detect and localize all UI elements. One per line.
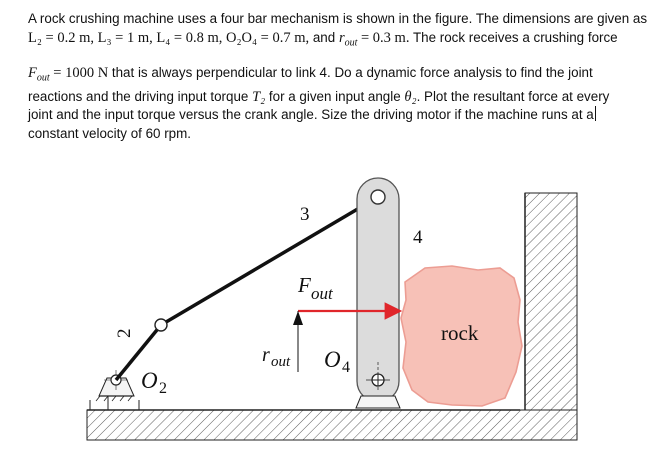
eq-L4: L₄ = 0.8 m, — [156, 29, 226, 46]
eq-Fout: F — [28, 64, 37, 81]
rout-dimension — [293, 311, 303, 372]
label-Fout-letter: F — [298, 273, 311, 297]
and-text: and — [309, 29, 339, 45]
label-rout — [262, 344, 291, 370]
problem-line-2-tail: The rock receives a crushing force — [409, 29, 618, 45]
label-O4-letter: O — [324, 347, 341, 372]
problem-line-4-tail: . Plot the resultant force at every — [416, 88, 610, 104]
problem-line-5-text: joint and the input torque versus the crank angle. Size the driving motor if the machine runs at a — [28, 107, 594, 123]
eq-rout-sub: out — [344, 37, 358, 49]
ground-base — [87, 410, 577, 440]
label-O2-sub: 2 — [159, 380, 167, 397]
eq-rout-value: = 0.3 m. — [357, 29, 410, 46]
label-link-3: 3 — [300, 204, 310, 225]
problem-line-6: constant velocity of 60 rpm. — [28, 125, 191, 141]
label-rout-sub: out — [271, 354, 291, 370]
label-Fout — [297, 273, 334, 303]
o2-pivot-support — [96, 370, 134, 401]
eq-theta2: θ₂ — [404, 88, 417, 105]
label-O2-letter: O — [141, 368, 158, 393]
label-O2 — [141, 368, 167, 397]
eq-T2: T₂ — [252, 88, 266, 105]
eq-Fout-value: = 1000 N — [49, 64, 109, 81]
problem-line-3-tail: that is always perpendicular to link 4. Do a dynamic force analysis to find the joint — [108, 64, 593, 80]
label-Fout-sub: out — [311, 284, 333, 303]
label-O4-sub: 4 — [342, 359, 350, 376]
eq-Fout-sub: out — [36, 72, 50, 84]
joint-a — [155, 319, 167, 331]
link-3 — [161, 197, 378, 325]
label-rock: rock — [441, 321, 479, 345]
label-link-2: 2 — [114, 328, 135, 338]
eq-O2O4: O₂O₄ = 0.7 m, — [226, 29, 310, 46]
problem-line-4-pre: reactions and the driving input torque — [28, 88, 253, 104]
eq-L2: L₂ = 0.2 m, — [28, 29, 98, 46]
eq-L3: L₃ = 1 m, — [97, 29, 157, 46]
eq-rout: r — [338, 29, 345, 46]
problem-line-1: A rock crushing machine uses a four bar mechanism is shown in the figure. The dimensions are given as — [28, 11, 648, 26]
joint-b — [371, 190, 385, 204]
right-wall — [525, 193, 577, 410]
label-link-4: 4 — [413, 227, 423, 248]
label-rout-letter: r — [262, 344, 270, 366]
problem-line-4-mid: for a given input angle — [265, 88, 405, 104]
label-O4 — [324, 347, 350, 376]
